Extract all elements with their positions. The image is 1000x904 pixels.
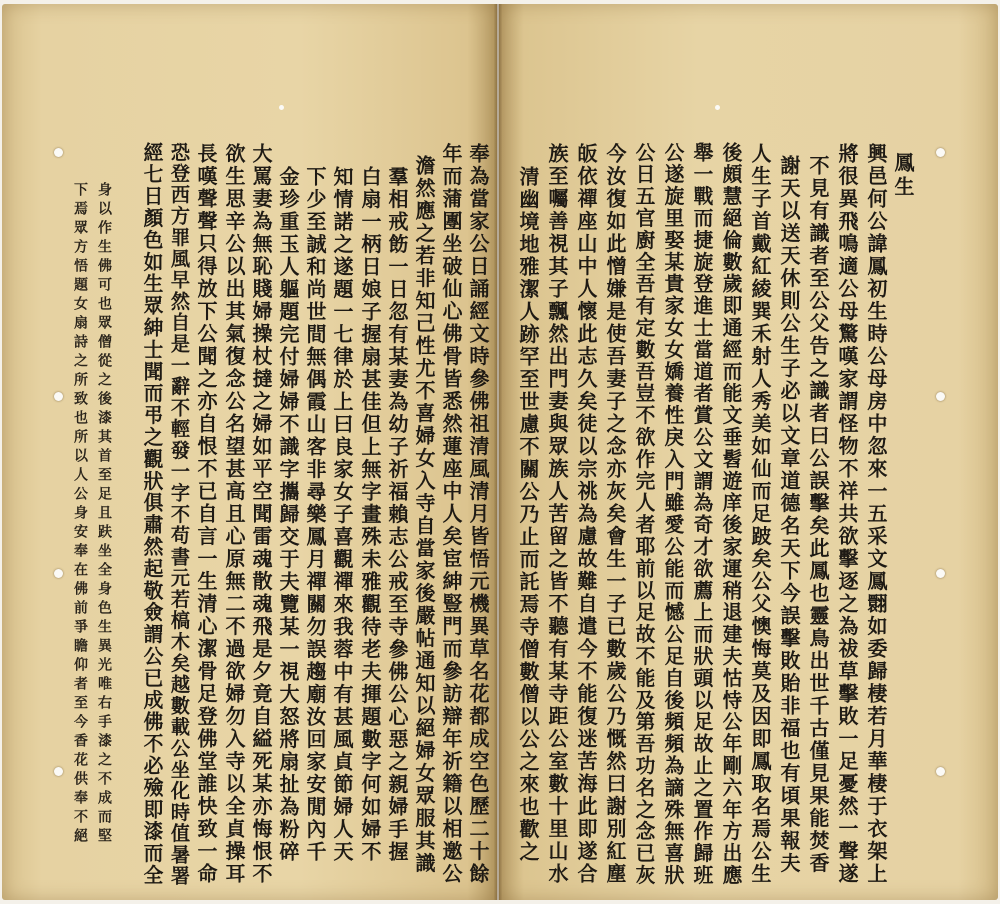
- text-column: 羣相戒飭一日忽有某妻為幼子祈福賴志公戒至寺參佛公心惡之親婦手握: [385, 165, 409, 864]
- text-column: 皈依禪座山中人懷此志久矣徒以宗祧為慮故難自遣今不能復迷苦海此即遂合: [574, 143, 598, 886]
- text-column: 族至囑善視其子飄然出門妻與眾族人苦留之皆不聽有某寺距公室數十里山水: [545, 143, 569, 886]
- binding-hole: [936, 569, 945, 578]
- text-column: 奉為當家公日誦經文時參佛祖清風清月皆悟元機異草名花都成空色歷二十餘: [466, 143, 490, 886]
- text-column: 興邑何公諱鳳初生時公母房中忽來一五采文鳳翾如委歸棲若月華棲于衣架上: [864, 143, 888, 886]
- text-column: 人生子首戴紅綾巽禾射人秀美如仙而足跛矣公父懊悔莫及因即鳳取名焉公生: [748, 143, 772, 886]
- text-column: 今汝復如此憎嫌是使吾妻子之念亦灰矣會生一子已數歲公乃慨然曰謝別紅塵: [603, 143, 627, 886]
- text-column: 公遂旋里娶某貴家女女嬌養性戾入門雖愛公能而憾公足自後頻頻為謫殊無喜狀: [661, 142, 685, 887]
- binding-hole: [54, 392, 63, 401]
- text-column: 年而蒲團坐破仙心佛骨皆悉然蓮座中人矣宦紳豎門而參訪辯年祈籍以相邀公: [439, 143, 463, 886]
- book-spread: [0, 4, 1000, 900]
- note-column: 身以作生佛可也眾僧從之後漆其首至足且趺坐全身色生異光唯右手漆之不成而堅: [96, 182, 112, 847]
- text-column: 大罵妻為無恥賤婦操杖撻之婦如平空聞雷魂散魂飛是夕竟自縊死某亦悔恨不: [249, 143, 273, 886]
- text-column: 不見有識者至公父告之識者曰公誤擊矣此鳳也靈鳥出世千古僅見果能焚香: [806, 154, 830, 875]
- text-column: 將很異飛鳴適公母驚嘆家謂怪物不祥共欲擊逐之為祓草擊敗一足憂然一聲遂: [835, 143, 859, 886]
- paper-hole: [715, 105, 720, 110]
- text-column: 清幽境地雅潔人跡罕至世慮不關公乃止而託焉寺僧數僧以公之來也歡之: [516, 165, 540, 864]
- text-column: 長嘆聲聲只得放下公聞之亦自恨不已自言一生清心潔骨足登佛堂誰快致一命: [194, 143, 218, 886]
- binding-hole: [936, 148, 945, 157]
- paper-hole: [279, 105, 284, 110]
- text-column: 舉一戰而捷旋登進士當道者賞公文謂為奇才欲薦上而狀頭以足故止之置作歸班: [690, 142, 714, 887]
- left-page: [2, 4, 497, 900]
- section-title: 鳳生: [891, 152, 915, 200]
- right-page: [499, 4, 998, 900]
- text-column: 欲生思辛公以出其氣復念公名望甚高且心原無二不過欲婦勿入寺以全貞操耳: [222, 143, 246, 886]
- text-column: 澹然應之若非知己性尤不喜婦女入寺自當家後嚴帖通知以絕婦女眾服其識: [412, 154, 436, 875]
- binding-hole: [54, 767, 63, 776]
- text-column: 下少至誠和尚世間無偶霞山客非尋樂鳳月禪關勿誤趨廟汝回家安閒內千: [303, 165, 327, 864]
- binding-hole: [936, 392, 945, 401]
- text-column: 恐登西方罪風早然自是一辭不輕發一字不苟書元若槁木矣越數載公坐化時值暑署: [168, 142, 191, 888]
- binding-hole: [54, 569, 63, 578]
- text-column: 公日五官廚全吾有定數吾豈不欲作完人者耶前以足故不能及第吾功名之念已灰: [632, 142, 656, 887]
- text-column: 經七日顏色如生眾紳士聞而弔之觀狀俱肅然起敬僉謂公已成佛不必殮即漆而全: [140, 142, 164, 887]
- text-column: 白扇一柄日娘子握扇甚佳但上無字畫殊未雅觀待老夫揮題數字何如婦不: [358, 165, 382, 864]
- center-fold: [494, 4, 502, 900]
- text-column: 知情諾之遂題一七律於上曰良家女子喜觀禪來我蓉中有甚風貞節婦人天: [330, 165, 354, 864]
- note-column: 下焉眾方悟題女扇詩之所致也所以人公身安奉在佛前爭瞻仰者至今香花供奉不絕: [72, 182, 88, 847]
- text-column: 金珍重玉人軀題完付婦婦不識字攜歸交于夫覽某一視大怒將扇扯為粉碎: [276, 165, 300, 864]
- binding-hole: [936, 767, 945, 776]
- text-column: 後頗慧絕倫數歲即通經而能文垂髫遊庠後家運稍退建夫怙恃公年剛六年方出應: [719, 142, 743, 887]
- binding-hole: [54, 148, 63, 157]
- text-column: 謝天以送天休則公生子必以文章道德名天下今誤擊敗貽非福也有頃果報夫: [777, 154, 801, 875]
